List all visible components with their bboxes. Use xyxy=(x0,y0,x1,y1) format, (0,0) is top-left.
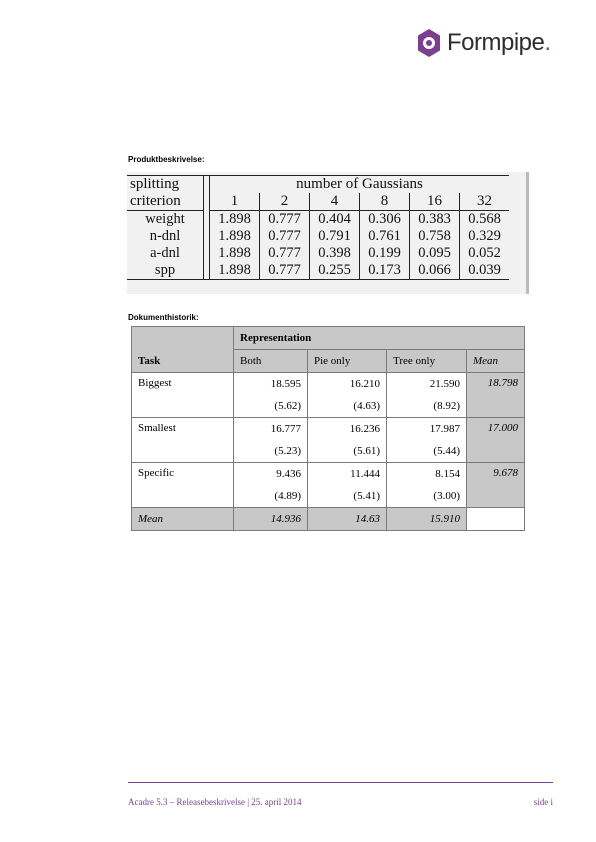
group-header: Representation xyxy=(234,327,525,350)
cell: 21.590 xyxy=(387,373,467,396)
cell: 1.898 xyxy=(218,245,251,261)
cell: 0.199 xyxy=(360,245,410,262)
cell: 0.777 xyxy=(260,245,310,262)
cell: (3.00) xyxy=(387,485,467,508)
row-label: weight xyxy=(145,211,185,227)
cell: 9.436 xyxy=(234,463,308,486)
col-header: Mean xyxy=(467,350,525,373)
corner-bottom: criterion xyxy=(127,193,204,211)
cell: 0.777 xyxy=(260,228,310,245)
cell: 0.329 xyxy=(460,228,510,245)
row-label: a-dnl xyxy=(150,245,180,261)
cell: (5.62) xyxy=(234,395,308,418)
cell: 8.154 xyxy=(387,463,467,486)
cell: 18.595 xyxy=(234,373,308,396)
formpipe-logo xyxy=(416,27,551,59)
gaussians-table xyxy=(127,175,509,280)
cell: 16.210 xyxy=(308,373,387,396)
cell: 0.404 xyxy=(310,211,360,229)
row-label: Mean xyxy=(132,508,234,531)
formpipe-flower-icon xyxy=(416,28,442,58)
cell: (8.92) xyxy=(387,395,467,418)
mean-cell: 18.798 xyxy=(467,373,525,418)
cell: 14.63 xyxy=(308,508,387,531)
cell: (4.63) xyxy=(308,395,387,418)
document-history-label: Dokumenthistorik: xyxy=(128,313,199,322)
cell: (5.23) xyxy=(234,440,308,463)
footer-text: Acadre 5.3 – Releasebeskrivelse | 25. april 2014 xyxy=(128,797,302,807)
product-description-label: Produktbeskrivelse: xyxy=(128,155,205,164)
cell: 11.444 xyxy=(308,463,387,486)
cell: (5.41) xyxy=(308,485,387,508)
cell: 0.398 xyxy=(310,245,360,262)
table-row xyxy=(127,211,509,229)
cell: 0.095 xyxy=(410,245,460,262)
col-header: 2 xyxy=(260,193,310,211)
cell: 0.383 xyxy=(410,211,460,229)
table-row xyxy=(127,228,509,245)
cell: 0.568 xyxy=(460,211,510,229)
table-row xyxy=(127,262,509,280)
mean-cell: 17.000 xyxy=(467,418,525,463)
row-label: Smallest xyxy=(132,418,234,463)
table-row xyxy=(132,373,525,396)
group-header: number of Gaussians xyxy=(210,176,510,194)
cell: 15.910 xyxy=(387,508,467,531)
table-row xyxy=(127,245,509,262)
cell: 0.173 xyxy=(360,262,410,280)
cell: 0.052 xyxy=(460,245,510,262)
gaussians-table-image xyxy=(127,172,527,294)
cell: 0.039 xyxy=(460,262,510,280)
mean-row xyxy=(132,508,525,531)
row-label: Biggest xyxy=(132,373,234,418)
row-label: n-dnl xyxy=(149,228,181,244)
col-header: 32 xyxy=(460,193,510,211)
mean-cell: 9.678 xyxy=(467,463,525,508)
row-label: Specific xyxy=(132,463,234,508)
cell: 17.987 xyxy=(387,418,467,441)
cell: (5.44) xyxy=(387,440,467,463)
footer-divider xyxy=(128,782,553,783)
col-header: 4 xyxy=(310,193,360,211)
cell: 1.898 xyxy=(218,228,251,244)
cell: 0.306 xyxy=(360,211,410,229)
cell: 0.777 xyxy=(260,211,310,229)
cell: 16.777 xyxy=(234,418,308,441)
col-header: Both xyxy=(234,350,308,373)
col-header: 8 xyxy=(360,193,410,211)
table-row xyxy=(132,463,525,486)
cell: 0.791 xyxy=(310,228,360,245)
cell: 14.936 xyxy=(234,508,308,531)
image-edge xyxy=(526,172,529,294)
corner-top: splitting xyxy=(127,176,204,194)
cell: 16.236 xyxy=(308,418,387,441)
row-label: spp xyxy=(127,262,204,280)
col-header: Tree only xyxy=(387,350,467,373)
table-row xyxy=(132,418,525,441)
cell: 0.777 xyxy=(260,262,310,280)
cell: 0.758 xyxy=(410,228,460,245)
col-header: 1 xyxy=(210,193,260,211)
cell: (5.61) xyxy=(308,440,387,463)
col-header: 16 xyxy=(410,193,460,211)
cell: 0.761 xyxy=(360,228,410,245)
cell: 1.898 xyxy=(210,262,260,280)
col-header: Pie only xyxy=(308,350,387,373)
cell: 0.255 xyxy=(310,262,360,280)
task-header: Task xyxy=(132,350,234,373)
cell: (4.89) xyxy=(234,485,308,508)
page-number: side i xyxy=(533,797,553,807)
representation-table xyxy=(131,326,525,531)
cell: 1.898 xyxy=(218,211,251,227)
logo-wordmark: Formpipe. xyxy=(447,29,551,56)
cell: 0.066 xyxy=(410,262,460,280)
